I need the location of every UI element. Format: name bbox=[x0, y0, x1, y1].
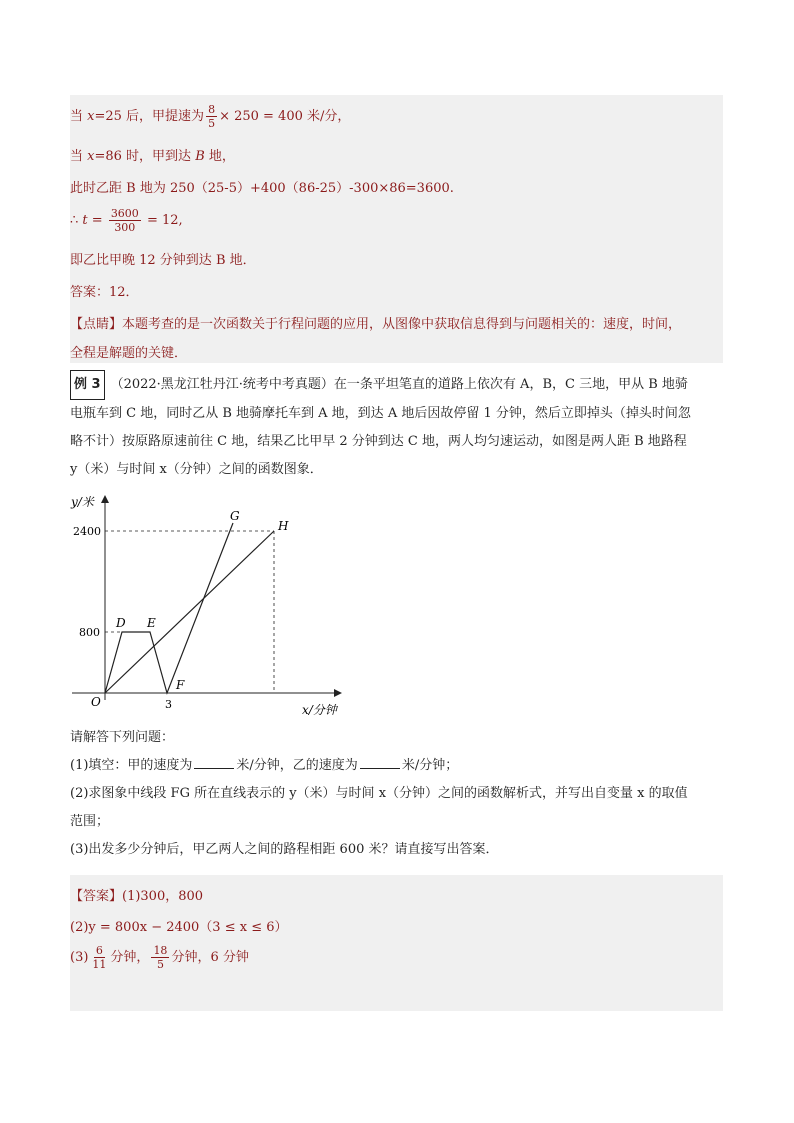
example-label: 例 3 bbox=[70, 370, 105, 400]
answer-3 bbox=[70, 944, 249, 971]
x-axis-label: x/分钟 bbox=[302, 703, 337, 717]
origin-label: O bbox=[91, 695, 101, 709]
function-graph bbox=[66, 490, 366, 720]
solution-line-2 bbox=[70, 145, 235, 164]
var-x: x bbox=[87, 109, 95, 124]
example-line-4: y（米）与时间 x（分钟）之间的函数图象． bbox=[70, 462, 323, 477]
text: × 250 = 400 米/分， bbox=[219, 109, 351, 124]
text: 分钟， bbox=[110, 950, 150, 965]
y-tick-2400: 2400 bbox=[73, 525, 101, 538]
solution-line-5: 即乙比甲晚 12 分钟到达 B 地． bbox=[70, 253, 256, 268]
fraction bbox=[151, 944, 169, 971]
point-g-label: G bbox=[230, 509, 240, 523]
numerator: 6 bbox=[95, 944, 103, 957]
text: （2022·黑龙江牡丹江·统考中考真题）在一条平坦笔直的道路上依次有 A，B，C 三地，甲从 B 地骑 bbox=[110, 377, 688, 392]
denominator: 5 bbox=[208, 117, 216, 130]
example-line-1 bbox=[70, 370, 725, 400]
solution-line-6: 答案：12． bbox=[70, 285, 139, 300]
questions-intro: 请解答下列问题： bbox=[70, 730, 175, 745]
text: 地， bbox=[204, 149, 235, 164]
question-2-line-2: 范围； bbox=[70, 814, 110, 829]
x-tick-3: 3 bbox=[165, 698, 172, 711]
solution-line-7: 【点睛】本题考查的是一次函数关于行程问题的应用，从图像中获取信息得到与问题相关的：速度，时间， bbox=[70, 317, 682, 332]
answer-2: (2)y = 800x − 2400（3 ≤ x ≤ 6） bbox=[70, 920, 288, 935]
numerator: 8 bbox=[208, 103, 216, 116]
point-h-label: H bbox=[278, 519, 289, 533]
point-e-label: E bbox=[147, 616, 156, 630]
text: 分钟，6 分钟 bbox=[171, 950, 249, 965]
text: 米/分钟，乙的速度为 bbox=[236, 758, 358, 773]
example-line-2: 电瓶车到 C 地，同时乙从 B 地骑摩托车到 A 地，到达 A 地后因故停留 1 分钟，然后立即掉头（掉头时间忽 bbox=[70, 406, 691, 421]
example-text bbox=[70, 370, 725, 484]
text: (3) bbox=[70, 950, 89, 965]
solution-line-8: 全程是解题的关键． bbox=[70, 346, 188, 361]
denominator: 11 bbox=[92, 958, 107, 971]
blank-1 bbox=[194, 768, 234, 769]
var-x: x bbox=[87, 149, 95, 164]
line-oh bbox=[105, 531, 274, 693]
answer-1: 【答案】(1)300，800 bbox=[70, 889, 204, 904]
fraction bbox=[206, 103, 217, 130]
line-odefg bbox=[105, 523, 233, 693]
fraction bbox=[109, 207, 141, 234]
y-axis-label: y/米 bbox=[71, 495, 94, 509]
text: = bbox=[87, 213, 107, 228]
fraction bbox=[90, 944, 108, 971]
point-d-label: D bbox=[116, 616, 126, 630]
question-3: (3)出发多少分钟后，甲乙两人之间的路程相距 600 米？请直接写出答案． bbox=[70, 842, 499, 857]
denominator: 5 bbox=[156, 958, 164, 971]
numerator: 18 bbox=[153, 944, 168, 957]
text: =86 时，甲到达 bbox=[94, 149, 196, 164]
var-t: t bbox=[82, 213, 88, 228]
text: =25 后，甲提速为 bbox=[94, 109, 205, 124]
example-line-3: 略不计）按原路原速前往 C 地，结果乙比甲早 2 分钟到达 C 地，两人均匀速运动，如图是两人距 B 地路程 bbox=[70, 434, 687, 449]
text: (1)填空：甲的速度为 bbox=[70, 758, 193, 773]
blank-2 bbox=[360, 768, 400, 769]
numerator: 3600 bbox=[110, 207, 139, 220]
text: = 12, bbox=[142, 213, 183, 228]
solution-line-1 bbox=[70, 103, 350, 130]
point-f-label: F bbox=[176, 678, 185, 692]
question-1 bbox=[70, 752, 725, 780]
questions bbox=[70, 724, 725, 864]
y-tick-800: 800 bbox=[79, 626, 100, 639]
denominator: 300 bbox=[114, 221, 136, 234]
solution-line-4 bbox=[70, 207, 183, 234]
question-2-line-1: (2)求图象中线段 FG 所在直线表示的 y（米）与时间 x（分钟）之间的函数解析式，并写出自变量 x 的取值 bbox=[70, 786, 688, 801]
text: ∴ bbox=[70, 213, 83, 228]
text: 米/分钟； bbox=[401, 758, 459, 773]
text: 当 bbox=[70, 109, 88, 124]
solution-line-3: 此时乙距 B 地为 250（25-5）+400（86-25）-300×86=3600. bbox=[70, 181, 454, 196]
point-b: B bbox=[195, 149, 205, 164]
text: 当 bbox=[70, 149, 88, 164]
